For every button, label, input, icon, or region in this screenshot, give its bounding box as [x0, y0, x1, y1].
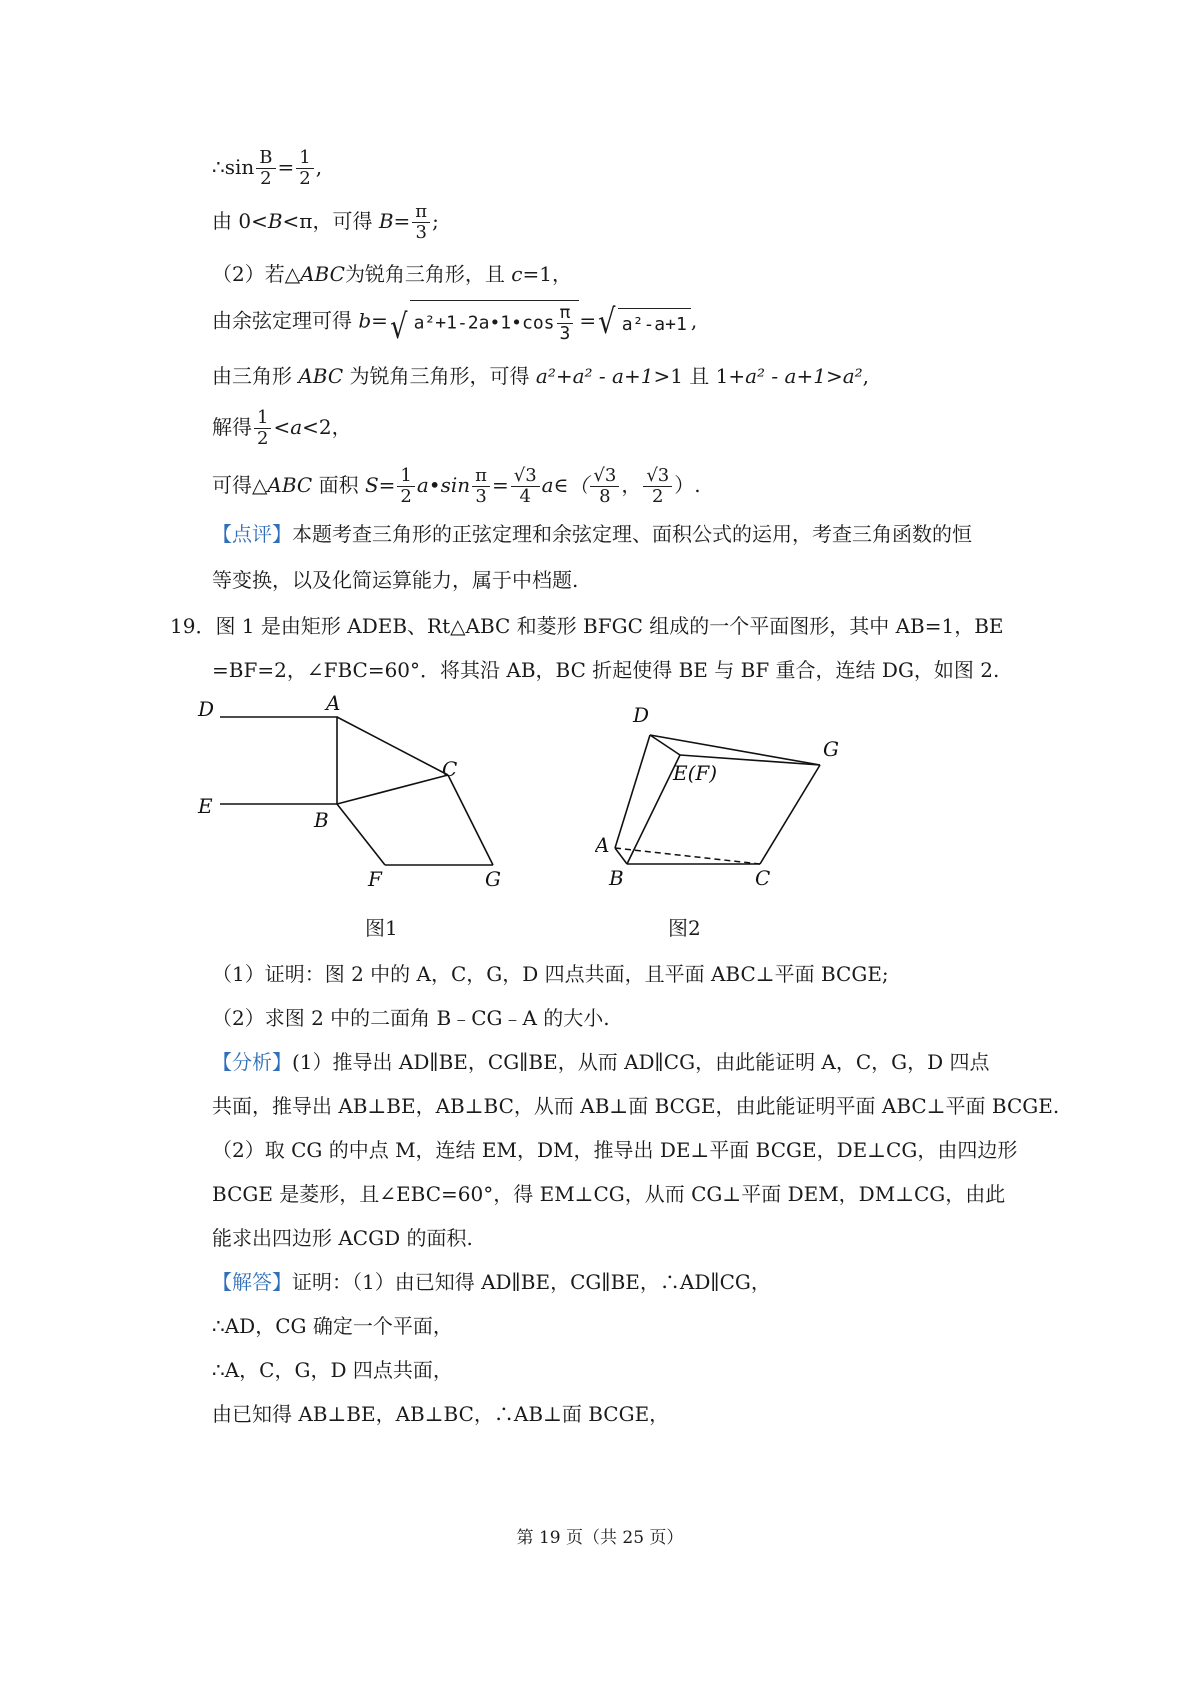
fig1-label-f: F — [368, 867, 382, 891]
solution-line-2: ∴AD，CG 确定一个平面， — [212, 1314, 453, 1338]
fig1-label-a: A — [326, 691, 341, 715]
eq-acute-condition: 由三角形 ABC 为锐角三角形，可得 a²+a² - a+1>1 且 1+a² - a+1>a², — [212, 364, 870, 388]
fig1-label-g: G — [485, 867, 501, 891]
analysis-tag: 【分析】 — [212, 1050, 292, 1074]
fig2-label-ef: E(F) — [673, 761, 718, 785]
eq-cosine-law: 由余弦定理可得 b= √ a²+1-2a•1•cos $\frac{\pi}{3}$ = √ a²-a+1 , — [212, 302, 698, 347]
q19-sub2: （2）求图 2 中的二面角 B﹣CG﹣A 的大小. — [212, 1006, 610, 1030]
q19-line-1: 19．图 1 是由矩形 ADEB、Rt△ABC 和菱形 BFGC 组成的一个平面图形，其中 AB=1，BE — [170, 614, 1004, 638]
q19-sub1: （1）证明：图 2 中的 A，C，G，D 四点共面，且平面 ABC⊥平面 BCGE; — [212, 962, 889, 986]
fig2-label-c: C — [755, 866, 771, 890]
fig2-caption: 图2 — [668, 916, 701, 940]
review-tag: 【点评】 — [212, 522, 292, 546]
review-line-1: 【点评】本题考查三角形的正弦定理和余弦定理、面积公式的运用，考查三角函数的恒 — [212, 522, 972, 546]
page-footer: 第 19 页（共 25 页） — [516, 1528, 684, 1548]
fig2-label-d: D — [633, 703, 650, 727]
fig1-label-e: E — [198, 794, 213, 818]
eq-a-range: 解得 $\frac{1}{2}$ <a<2， — [212, 407, 352, 449]
q19-line-2: =BF=2，∠FBC=60°．将其沿 AB，BC 折起使得 BE 与 BF 重合，连结 DG，如图 2. — [212, 658, 1000, 682]
fig1-caption: 图1 — [365, 916, 398, 940]
fig1-label-d: D — [198, 697, 215, 721]
eq-area-range: 可得△ABC 面积 S= $\frac{1}{2}$ a•sin $\frac{\pi}{3}$ = $\frac{√3}{4}$ a∈（ $\frac{√3}{8}$ ， $\frac{√3}{2}$ ）. — [212, 465, 701, 507]
review-line-2: 等变换，以及化简运算能力，属于中档题. — [212, 568, 579, 592]
eq-sin-half-b: ∴sin $\frac{B}{2}$ = $\frac{1}{2}$ , — [212, 147, 323, 189]
fig2-label-b: B — [609, 866, 624, 890]
analysis-line-1: 【分析】(1）推导出 AD∥BE，CG∥BE，从而 AD∥CG，由此能证明 A，C，G，D 四点 — [212, 1050, 990, 1074]
solution-tag: 【解答】 — [212, 1270, 292, 1294]
analysis-line-4: BCGE 是菱形，且∠EBC=60°，得 EM⊥CG，从而 CG⊥平面 DEM，DM⊥CG，由此 — [212, 1182, 1006, 1206]
analysis-line-2: 共面，推导出 AB⊥BE，AB⊥BC，从而 AB⊥面 BCGE，由此能证明平面 ABC⊥平面 BCGE. — [212, 1094, 1060, 1118]
fig1-label-b: B — [314, 808, 329, 832]
analysis-line-5: 能求出四边形 ACGD 的面积. — [212, 1226, 473, 1250]
figure-2 — [595, 690, 895, 900]
solution-line-3: ∴A，C，G，D 四点共面， — [212, 1358, 453, 1382]
analysis-line-3: （2）取 CG 的中点 M，连结 EM，DM，推导出 DE⊥平面 BCGE，DE⊥CG，由四边形 — [212, 1138, 1018, 1162]
fig2-label-g: G — [823, 737, 839, 761]
fig2-label-a: A — [595, 833, 610, 857]
solution-line-4: 由已知得 AB⊥BE，AB⊥BC，∴AB⊥面 BCGE， — [212, 1402, 670, 1426]
solution-line-1: 【解答】证明：（1）由已知得 AD∥BE，CG∥BE，∴AD∥CG， — [212, 1270, 771, 1294]
fig1-label-c: C — [442, 757, 458, 781]
eq-b-value: 由 0<B<π，可得 B= $\frac{\pi}{3}$ ; — [212, 201, 439, 243]
part2-condition: （2）若△ABC为锐角三角形，且 c=1， — [212, 262, 572, 286]
figure-1 — [190, 690, 530, 900]
